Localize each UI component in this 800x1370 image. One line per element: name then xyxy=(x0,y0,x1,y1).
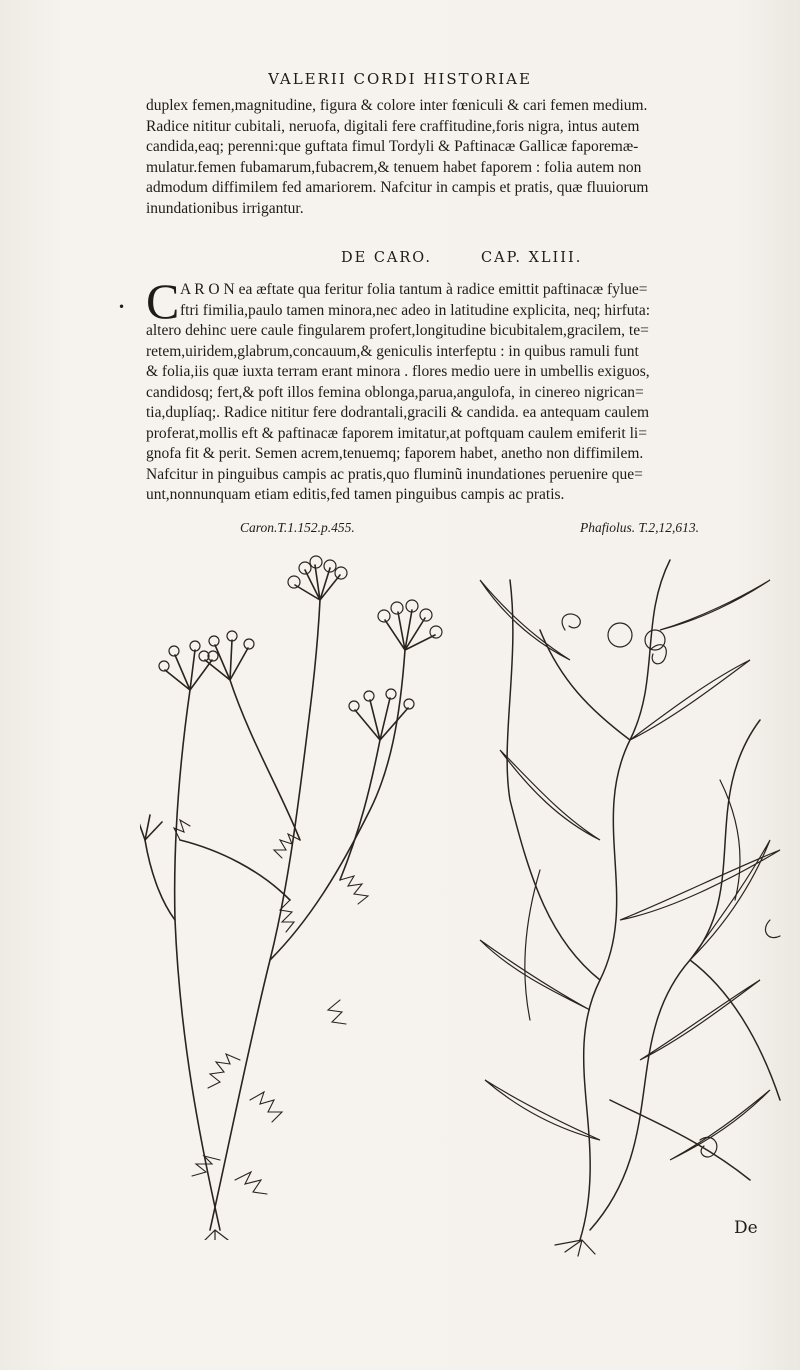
paragraph-2-line: & folia,iis quæ iuxta terram erant minora . flores medio uere in umbellis exiguos, xyxy=(146,363,650,380)
paragraph-2 xyxy=(146,280,796,506)
running-header: VALERII CORDI HISTORIAE xyxy=(268,70,532,88)
paragraph-2-line: tia,duplíaq;. Radice nititur fere dodrantali,gracili & candida. ea antequam caulem xyxy=(146,404,650,421)
paragraph-1-line: Radice nititur cubitali, neruofa, digitali fere craffitudine,foris nigra, intus autem xyxy=(146,117,640,135)
paragraph-2-line: unt,nonnunquam etiam editis,fed tamen pinguibus campis ac pratis. xyxy=(146,486,565,503)
paragraph-2-line: gnofa fit & perit. Semen acrem,tenuemq; faporem habet, anetho non diffimilem. xyxy=(146,445,644,462)
paragraph-1-line: candida,eaq; perenni:que guftata fimul Tordyli & Paftinacæ Gallicæ faporemæ- xyxy=(146,138,639,155)
bean-woodcut-illustration xyxy=(470,540,800,1260)
chapter-number: CAP. XLIII. xyxy=(481,250,583,266)
paragraph-1 xyxy=(146,96,796,219)
paragraph-1-line: mulatur.femen fubamarum,fubacrem,& tenuem habet faporem : folia autem non xyxy=(146,158,642,176)
caption-caron: Caron.T.1.152.p.455. xyxy=(240,520,355,535)
paragraph-1-line: inundationibus irrigantur. xyxy=(146,199,304,217)
paragraph-2-line: Nafcitur in pinguibus campis ac pratis,quo fluminũ inundationes peruenire que= xyxy=(146,465,643,483)
caption-phasiolus: Phafiolus. T.2,12,613. xyxy=(580,520,700,535)
drop-capital: C xyxy=(146,273,180,329)
catchword: De xyxy=(734,1218,758,1238)
paragraph-2-line: retem,uiridem,glabrum,concauum,& geniculis interfeptu : in quibus ramuli funt xyxy=(146,342,639,360)
paragraph-2-line: A R O N ea æftate qua feritur folia tantum à radice emittit paftinacæ fylue= xyxy=(180,281,648,298)
paragraph-1-line: duplex femen,magnitudine, figura & colore inter fœniculi & cari femen medium. xyxy=(146,97,648,114)
paragraph-2-line: ftri fimilia,paulo tamen minora,nec adeo in latitudine explicita, neq; hirfuta: xyxy=(180,301,651,319)
paragraph-2-line: candidosq; fert,& poft illos femina oblonga,parua,angulofa, in cinereo nigrican= xyxy=(146,383,644,401)
paragraph-2-line: proferat,mollis eft & paftinacæ faporem imitatur,at poftquam caulem emiferit li= xyxy=(146,424,647,442)
margin-mark: • xyxy=(118,300,126,314)
chapter-title: DE CARO. xyxy=(341,250,432,266)
paragraph-1-line: admodum diffimilem fed amariorem. Nafcitur in campis et pratis, quæ fluuiorum xyxy=(146,179,649,196)
caraway-woodcut-illustration xyxy=(140,540,460,1240)
paragraph-2-line: altero dehinc uere caule fingularem profert,longitudine bicubitalem,gracilem, te= xyxy=(146,322,649,339)
